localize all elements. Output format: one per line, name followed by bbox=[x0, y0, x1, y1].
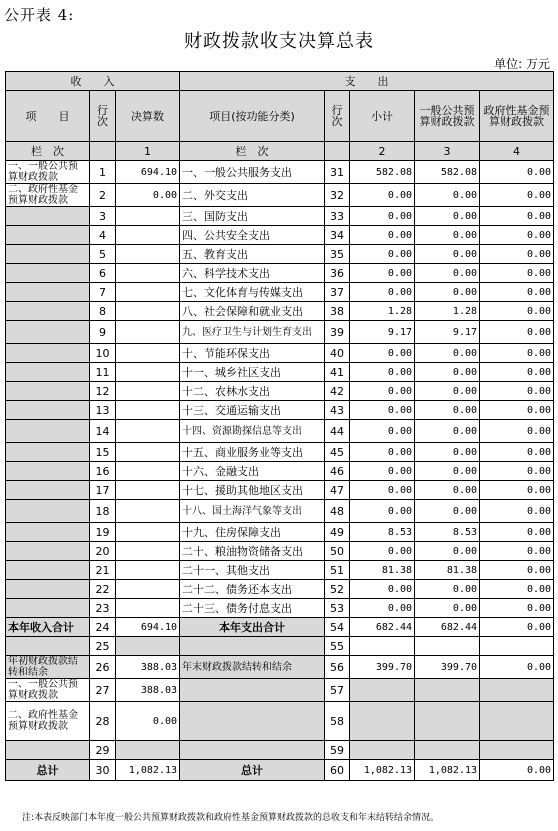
income-amount bbox=[116, 462, 180, 481]
expense-subtotal: 0.00 bbox=[350, 542, 415, 561]
expense-general-budget: 0.00 bbox=[415, 500, 480, 523]
income-item bbox=[6, 363, 90, 382]
income-row-no: 25 bbox=[90, 637, 116, 656]
column-number-3: 3 bbox=[415, 142, 480, 161]
expense-subtotal: 0.00 bbox=[350, 207, 415, 226]
expense-gov-fund bbox=[480, 637, 554, 656]
income-row-no: 18 bbox=[90, 500, 116, 523]
expense-subtotal bbox=[350, 637, 415, 656]
column-number-1: 1 bbox=[116, 142, 180, 161]
expense-item: 十二、农林水支出 bbox=[180, 382, 325, 401]
income-amount bbox=[116, 542, 180, 561]
expense-row-no: 34 bbox=[325, 226, 350, 245]
expense-subtotal: 582.08 bbox=[350, 161, 415, 184]
expense-grand-total-label: 总计 bbox=[180, 760, 325, 781]
table-row bbox=[6, 245, 554, 264]
income-row-no: 22 bbox=[90, 580, 116, 599]
expense-subtotal: 0.00 bbox=[350, 420, 415, 443]
income-item bbox=[6, 462, 90, 481]
income-item bbox=[6, 561, 90, 580]
table-row bbox=[6, 561, 554, 580]
expense-gov-fund: 0.00 bbox=[480, 264, 554, 283]
income-amount bbox=[116, 401, 180, 420]
income-total-label: 本年收入合计 bbox=[6, 618, 90, 637]
expense-gov-fund: 0.00 bbox=[480, 363, 554, 382]
income-carryover-label: 年初财政拨款结转和结余 bbox=[6, 656, 90, 679]
row28-row bbox=[6, 702, 554, 741]
total_row-row bbox=[6, 760, 554, 781]
income-row-no: 10 bbox=[90, 344, 116, 363]
expense-item: 四、公共安全支出 bbox=[180, 226, 325, 245]
expense-gov-fund: 0.00 bbox=[480, 656, 554, 679]
income-item: 二、政府性基金预算财政拨款 bbox=[6, 184, 90, 207]
income-row-no: 14 bbox=[90, 420, 116, 443]
income-item bbox=[6, 401, 90, 420]
expense-general-budget: 0.00 bbox=[415, 401, 480, 420]
expense-gov-fund bbox=[480, 702, 554, 741]
income-row-no: 1 bbox=[90, 161, 116, 184]
expense-general-budget: 81.38 bbox=[415, 561, 480, 580]
table-row bbox=[6, 184, 554, 207]
income-amount bbox=[116, 382, 180, 401]
expense-general-budget: 0.00 bbox=[415, 462, 480, 481]
expense-subtotal: 0.00 bbox=[350, 500, 415, 523]
expense-row-no: 47 bbox=[325, 481, 350, 500]
table-row bbox=[6, 443, 554, 462]
income-amount bbox=[116, 283, 180, 302]
income-item bbox=[6, 245, 90, 264]
expense-general-budget: 0.00 bbox=[415, 207, 480, 226]
income-amount bbox=[116, 363, 180, 382]
expense-gov-fund: 0.00 bbox=[480, 599, 554, 618]
income-amount bbox=[116, 500, 180, 523]
income-item-header: 项 目 bbox=[6, 91, 90, 142]
expense-row-no: 39 bbox=[325, 321, 350, 344]
table-row bbox=[6, 462, 554, 481]
expense-row-no: 40 bbox=[325, 344, 350, 363]
column-number-4: 4 bbox=[480, 142, 554, 161]
table-row bbox=[6, 161, 554, 184]
expense-gov-fund bbox=[480, 741, 554, 760]
income-item: 一、一般公共预算财政拨款 bbox=[6, 161, 90, 184]
row29-row bbox=[6, 741, 554, 760]
expense-header: 支 出 bbox=[180, 72, 554, 91]
income-row-no: 13 bbox=[90, 401, 116, 420]
column-label-income: 栏 次 bbox=[6, 142, 90, 161]
expense-row-no: 59 bbox=[325, 741, 350, 760]
income-row-no: 9 bbox=[90, 321, 116, 344]
expense-gov-fund: 0.00 bbox=[480, 462, 554, 481]
expense-subtotal: 81.38 bbox=[350, 561, 415, 580]
income-row-no: 21 bbox=[90, 561, 116, 580]
income-amount bbox=[116, 344, 180, 363]
income-amount bbox=[116, 523, 180, 542]
expense-subtotal: 0.00 bbox=[350, 580, 415, 599]
income-item bbox=[6, 321, 90, 344]
expense-subtotal: 0.00 bbox=[350, 226, 415, 245]
table-row bbox=[6, 500, 554, 523]
income-item bbox=[6, 207, 90, 226]
income-item: 二、政府性基金预算财政拨款 bbox=[6, 702, 90, 741]
expense-item: 七、文化体育与传媒支出 bbox=[180, 283, 325, 302]
table-row bbox=[6, 420, 554, 443]
expense-row-no: 58 bbox=[325, 702, 350, 741]
income-row-no: 3 bbox=[90, 207, 116, 226]
income-item bbox=[6, 420, 90, 443]
expense-gov-fund: 0.00 bbox=[480, 443, 554, 462]
expense-row-no: 38 bbox=[325, 302, 350, 321]
expense-gov-fund: 0.00 bbox=[480, 500, 554, 523]
table-row bbox=[6, 283, 554, 302]
expense-subtotal: 8.53 bbox=[350, 523, 415, 542]
expense-row-no: 35 bbox=[325, 245, 350, 264]
expense-row-no-header: 行次 bbox=[325, 91, 350, 142]
table-row bbox=[6, 401, 554, 420]
expense-general-budget: 0.00 bbox=[415, 344, 480, 363]
income-amount bbox=[116, 264, 180, 283]
income-item bbox=[6, 302, 90, 321]
table-row bbox=[6, 481, 554, 500]
expense-item: 六、科学技术支出 bbox=[180, 264, 325, 283]
expense-subtotal: 0.00 bbox=[350, 363, 415, 382]
income-item bbox=[6, 637, 90, 656]
expense-subtotal bbox=[350, 679, 415, 702]
expense-row-no: 60 bbox=[325, 760, 350, 781]
expense-item: 二十一、其他支出 bbox=[180, 561, 325, 580]
column-number-2: 2 bbox=[350, 142, 415, 161]
income-amount: 694.10 bbox=[116, 618, 180, 637]
expense-general-budget: 1.28 bbox=[415, 302, 480, 321]
income-item bbox=[6, 443, 90, 462]
expense-item: 十九、住房保障支出 bbox=[180, 523, 325, 542]
income-amount bbox=[116, 245, 180, 264]
expense-subtotal: 0.00 bbox=[350, 443, 415, 462]
income-row-no: 7 bbox=[90, 283, 116, 302]
income-row-no: 15 bbox=[90, 443, 116, 462]
expense-row-no: 56 bbox=[325, 656, 350, 679]
expense-subtotal: 1.28 bbox=[350, 302, 415, 321]
final-amount-header: 决算数 bbox=[116, 91, 180, 142]
expense-carryover-label: 年末财政拨款结转和结余 bbox=[180, 656, 325, 679]
expense-gov-fund: 0.00 bbox=[480, 382, 554, 401]
table-row bbox=[6, 382, 554, 401]
income-amount bbox=[116, 741, 180, 760]
expense-subtotal: 0.00 bbox=[350, 245, 415, 264]
table-row bbox=[6, 599, 554, 618]
expense-item: 九、医疗卫生与计划生育支出 bbox=[180, 321, 325, 344]
table-row bbox=[6, 363, 554, 382]
page-title: 财政拨款收支决算总表 bbox=[184, 31, 374, 52]
income-amount bbox=[116, 580, 180, 599]
expense-row-no: 51 bbox=[325, 561, 350, 580]
income_total_row-row bbox=[6, 618, 554, 637]
income-amount bbox=[116, 420, 180, 443]
expense-row-no: 52 bbox=[325, 580, 350, 599]
expense-row-no: 57 bbox=[325, 679, 350, 702]
expense-gov-fund: 0.00 bbox=[480, 245, 554, 264]
expense-gov-fund: 0.00 bbox=[480, 184, 554, 207]
income-item bbox=[6, 523, 90, 542]
income-row-no: 11 bbox=[90, 363, 116, 382]
income-item: 一、一般公共预算财政拨款 bbox=[6, 679, 90, 702]
expense-item bbox=[180, 741, 325, 760]
expense-general-budget: 0.00 bbox=[415, 443, 480, 462]
expense-row-no: 46 bbox=[325, 462, 350, 481]
table-row bbox=[6, 523, 554, 542]
expense-row-no: 32 bbox=[325, 184, 350, 207]
expense-row-no: 36 bbox=[325, 264, 350, 283]
expense-subtotal: 0.00 bbox=[350, 283, 415, 302]
expense-item: 十三、交通运输支出 bbox=[180, 401, 325, 420]
income-row-no: 8 bbox=[90, 302, 116, 321]
expense-item: 十七、援助其他地区支出 bbox=[180, 481, 325, 500]
income-amount: 388.03 bbox=[116, 656, 180, 679]
expense-item: 三、国防支出 bbox=[180, 207, 325, 226]
general-budget-header: 一般公共预算财政拨款 bbox=[415, 91, 480, 142]
income-amount: 694.10 bbox=[116, 161, 180, 184]
expense-row-no: 55 bbox=[325, 637, 350, 656]
expense-general-budget: 0.00 bbox=[415, 184, 480, 207]
income-row-no: 17 bbox=[90, 481, 116, 500]
expense-item bbox=[180, 702, 325, 741]
expense-subtotal bbox=[350, 741, 415, 760]
income-amount: 1,082.13 bbox=[116, 760, 180, 781]
expense-item: 一、一般公共服务支出 bbox=[180, 161, 325, 184]
expense-row-no: 48 bbox=[325, 500, 350, 523]
income-item bbox=[6, 264, 90, 283]
document-label: 公开表 4: bbox=[4, 6, 75, 24]
income-row-no: 26 bbox=[90, 656, 116, 679]
table-row bbox=[6, 542, 554, 561]
income-row-no: 23 bbox=[90, 599, 116, 618]
income-item bbox=[6, 580, 90, 599]
expense-row-no: 49 bbox=[325, 523, 350, 542]
table-row bbox=[6, 321, 554, 344]
expense-item bbox=[180, 637, 325, 656]
income-row-no: 24 bbox=[90, 618, 116, 637]
income-row-no: 4 bbox=[90, 226, 116, 245]
expense-item: 八、社会保障和就业支出 bbox=[180, 302, 325, 321]
expense-subtotal: 0.00 bbox=[350, 401, 415, 420]
expense-row-no: 41 bbox=[325, 363, 350, 382]
income-amount: 0.00 bbox=[116, 702, 180, 741]
income-amount bbox=[116, 599, 180, 618]
expense-subtotal bbox=[350, 702, 415, 741]
expense-general-budget: 582.08 bbox=[415, 161, 480, 184]
income-row-no: 30 bbox=[90, 760, 116, 781]
income-row-no: 28 bbox=[90, 702, 116, 741]
expense-gov-fund: 0.00 bbox=[480, 321, 554, 344]
income-grand-total-label: 总计 bbox=[6, 760, 90, 781]
table-row bbox=[6, 226, 554, 245]
row25-row bbox=[6, 637, 554, 656]
expense-general-budget: 0.00 bbox=[415, 542, 480, 561]
expense-total-label: 本年支出合计 bbox=[180, 618, 325, 637]
income-item bbox=[6, 283, 90, 302]
expense-subtotal: 682.44 bbox=[350, 618, 415, 637]
row27-row bbox=[6, 679, 554, 702]
income-amount bbox=[116, 481, 180, 500]
expense-general-budget bbox=[415, 637, 480, 656]
expense-item: 十八、国土海洋气象等支出 bbox=[180, 500, 325, 523]
income-row-no: 29 bbox=[90, 741, 116, 760]
income-row-no: 20 bbox=[90, 542, 116, 561]
column-label-expense: 栏 次 bbox=[180, 142, 325, 161]
expense-subtotal: 1,082.13 bbox=[350, 760, 415, 781]
income-item bbox=[6, 599, 90, 618]
unit-label: 单位: 万元 bbox=[494, 57, 550, 71]
income-item bbox=[6, 481, 90, 500]
expense-gov-fund: 0.00 bbox=[480, 302, 554, 321]
expense-item: 二十三、债务付息支出 bbox=[180, 599, 325, 618]
expense-general-budget: 0.00 bbox=[415, 363, 480, 382]
expense-item-header: 项目(按功能分类) bbox=[180, 91, 325, 142]
expense-gov-fund: 0.00 bbox=[480, 401, 554, 420]
expense-row-no: 45 bbox=[325, 443, 350, 462]
table-row bbox=[6, 207, 554, 226]
income-amount bbox=[116, 226, 180, 245]
expense-gov-fund: 0.00 bbox=[480, 226, 554, 245]
income-row-no: 19 bbox=[90, 523, 116, 542]
expense-item bbox=[180, 679, 325, 702]
income-item bbox=[6, 542, 90, 561]
expense-gov-fund: 0.00 bbox=[480, 580, 554, 599]
carryover_row-row bbox=[6, 656, 554, 679]
expense-general-budget: 0.00 bbox=[415, 580, 480, 599]
expense-gov-fund: 0.00 bbox=[480, 207, 554, 226]
income-item bbox=[6, 382, 90, 401]
income-row-no-header: 行次 bbox=[90, 91, 116, 142]
table-row bbox=[6, 302, 554, 321]
income-item bbox=[6, 344, 90, 363]
expense-item: 十五、商业服务业等支出 bbox=[180, 443, 325, 462]
expense-general-budget: 0.00 bbox=[415, 382, 480, 401]
expense-general-budget: 399.70 bbox=[415, 656, 480, 679]
expense-row-no: 43 bbox=[325, 401, 350, 420]
income-row-no: 12 bbox=[90, 382, 116, 401]
income-amount bbox=[116, 321, 180, 344]
expense-subtotal: 0.00 bbox=[350, 462, 415, 481]
income-row-no: 27 bbox=[90, 679, 116, 702]
expense-general-budget bbox=[415, 702, 480, 741]
expense-general-budget bbox=[415, 679, 480, 702]
income-amount bbox=[116, 207, 180, 226]
income-row-no: 2 bbox=[90, 184, 116, 207]
expense-subtotal: 9.17 bbox=[350, 321, 415, 344]
expense-row-no: 33 bbox=[325, 207, 350, 226]
gov-fund-header: 政府性基金预算财政拨款 bbox=[480, 91, 554, 142]
expense-general-budget: 9.17 bbox=[415, 321, 480, 344]
expense-item: 二、外交支出 bbox=[180, 184, 325, 207]
expense-gov-fund bbox=[480, 679, 554, 702]
expense-gov-fund: 0.00 bbox=[480, 344, 554, 363]
income-row-no: 16 bbox=[90, 462, 116, 481]
expense-gov-fund: 0.00 bbox=[480, 161, 554, 184]
expense-general-budget: 0.00 bbox=[415, 245, 480, 264]
expense-subtotal: 0.00 bbox=[350, 264, 415, 283]
expense-item: 十、节能环保支出 bbox=[180, 344, 325, 363]
expense-item: 五、教育支出 bbox=[180, 245, 325, 264]
expense-item: 十六、金融支出 bbox=[180, 462, 325, 481]
expense-row-no: 53 bbox=[325, 599, 350, 618]
expense-general-budget: 0.00 bbox=[415, 264, 480, 283]
expense-general-budget: 0.00 bbox=[415, 599, 480, 618]
budget-summary-table bbox=[5, 71, 554, 781]
expense-general-budget: 1,082.13 bbox=[415, 760, 480, 781]
expense-gov-fund: 0.00 bbox=[480, 542, 554, 561]
expense-general-budget: 0.00 bbox=[415, 283, 480, 302]
income-amount bbox=[116, 302, 180, 321]
table-row bbox=[6, 264, 554, 283]
income-item bbox=[6, 741, 90, 760]
expense-gov-fund: 0.00 bbox=[480, 760, 554, 781]
expense-item: 十一、城乡社区支出 bbox=[180, 363, 325, 382]
table-row bbox=[6, 580, 554, 599]
expense-gov-fund: 0.00 bbox=[480, 420, 554, 443]
table-row bbox=[6, 344, 554, 363]
expense-subtotal: 0.00 bbox=[350, 599, 415, 618]
income-header: 收 入 bbox=[6, 72, 180, 91]
expense-subtotal: 0.00 bbox=[350, 344, 415, 363]
income-amount bbox=[116, 443, 180, 462]
income-row-no: 6 bbox=[90, 264, 116, 283]
income-amount: 0.00 bbox=[116, 184, 180, 207]
expense-subtotal: 399.70 bbox=[350, 656, 415, 679]
expense-gov-fund: 0.00 bbox=[480, 561, 554, 580]
expense-gov-fund: 0.00 bbox=[480, 283, 554, 302]
expense-subtotal: 0.00 bbox=[350, 382, 415, 401]
expense-gov-fund: 0.00 bbox=[480, 618, 554, 637]
expense-subtotal: 0.00 bbox=[350, 481, 415, 500]
expense-row-no: 37 bbox=[325, 283, 350, 302]
income-row-no: 5 bbox=[90, 245, 116, 264]
expense-general-budget: 0.00 bbox=[415, 420, 480, 443]
income-item bbox=[6, 500, 90, 523]
expense-row-no: 44 bbox=[325, 420, 350, 443]
expense-general-budget: 682.44 bbox=[415, 618, 480, 637]
income-amount: 388.03 bbox=[116, 679, 180, 702]
expense-general-budget: 0.00 bbox=[415, 481, 480, 500]
expense-gov-fund: 0.00 bbox=[480, 481, 554, 500]
income-item bbox=[6, 226, 90, 245]
expense-row-no: 42 bbox=[325, 382, 350, 401]
expense-general-budget: 0.00 bbox=[415, 226, 480, 245]
expense-subtotal: 0.00 bbox=[350, 184, 415, 207]
expense-general-budget bbox=[415, 741, 480, 760]
expense-gov-fund: 0.00 bbox=[480, 523, 554, 542]
expense-item: 二十二、债务还本支出 bbox=[180, 580, 325, 599]
income-amount bbox=[116, 637, 180, 656]
expense-item: 十四、资源勘探信息等支出 bbox=[180, 420, 325, 443]
expense-general-budget: 8.53 bbox=[415, 523, 480, 542]
expense-row-no: 31 bbox=[325, 161, 350, 184]
income-amount bbox=[116, 561, 180, 580]
expense-row-no: 50 bbox=[325, 542, 350, 561]
expense-item: 二十、粮油物资储备支出 bbox=[180, 542, 325, 561]
expense-row-no: 54 bbox=[325, 618, 350, 637]
footnote: 注:本表反映部门本年度一般公共预算财政拨款和政府性基金预算财政拨款的总收支和年末结转结余情况。 bbox=[22, 813, 440, 823]
subtotal-header: 小计 bbox=[350, 91, 415, 142]
